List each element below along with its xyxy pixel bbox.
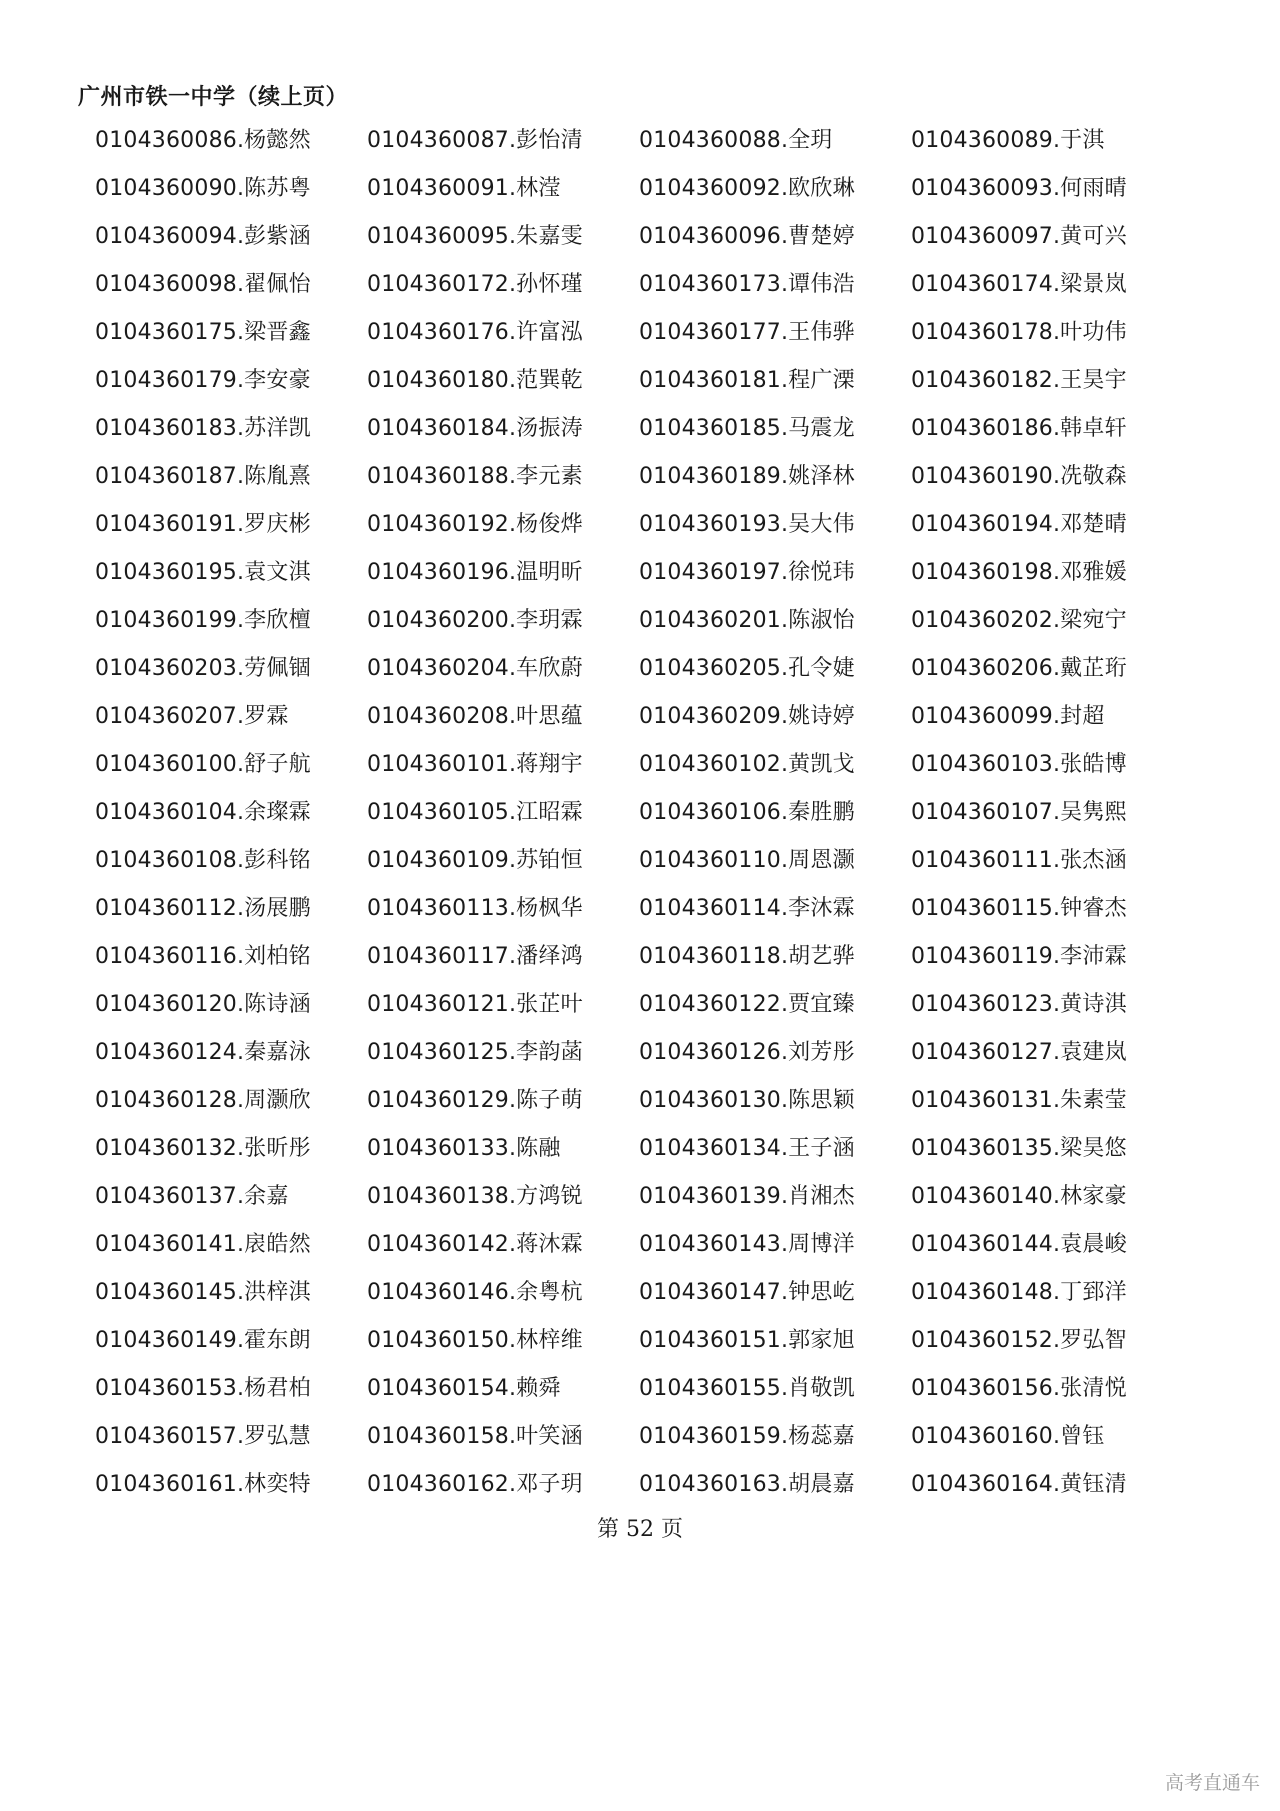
student-entry: 0104360143.周博洋 [639,1232,855,1257]
student-entry: 0104360124.秦嘉泳 [95,1040,311,1065]
student-entry: 0104360193.吴大伟 [639,512,855,537]
student-entry: 0104360150.林梓维 [367,1328,583,1353]
student-entry: 0104360205.孔令婕 [639,656,855,681]
student-entry: 0104360157.罗弘慧 [95,1424,311,1449]
student-entry: 0104360096.曹楚婷 [639,224,855,249]
student-entry: 0104360179.李安豪 [95,368,311,393]
student-entry: 0104360148.丁郅洋 [911,1280,1127,1305]
student-entry: 0104360184.汤振涛 [367,416,583,441]
student-entry: 0104360128.周灏欣 [95,1088,311,1113]
page-number: 第 52 页 [597,1517,683,1542]
student-entry: 0104360119.李沛霖 [911,944,1127,969]
student-entry: 0104360159.杨蕊嘉 [639,1424,855,1449]
student-entry: 0104360117.潘绎鸿 [367,944,583,969]
student-entry: 0104360198.邓雅媛 [911,560,1127,585]
student-entry: 0104360100.舒子航 [95,752,311,777]
student-entry: 0104360090.陈苏粤 [95,176,311,201]
student-entry: 0104360131.朱素莹 [911,1088,1127,1113]
student-entry: 0104360114.李沐霖 [639,896,855,921]
section-heading: 广州市铁一中学（续上页） [78,85,349,110]
student-entry: 0104360175.梁晋鑫 [95,320,311,345]
student-entry: 0104360154.赖舜 [367,1376,561,1401]
student-entry: 0104360103.张皓博 [911,752,1127,777]
student-entry: 0104360153.杨君柏 [95,1376,311,1401]
student-entry: 0104360204.车欣蔚 [367,656,583,681]
student-entry: 0104360088.全玥 [639,128,833,153]
student-entry: 0104360183.苏洋凯 [95,416,311,441]
student-entry: 0104360208.叶思蕴 [367,704,583,729]
student-entry: 0104360191.罗庆彬 [95,512,311,537]
student-entry: 0104360122.贾宜臻 [639,992,855,1017]
student-entry: 0104360115.钟睿杰 [911,896,1127,921]
student-entry: 0104360086.杨懿然 [95,128,311,153]
student-entry: 0104360176.许富泓 [367,320,583,345]
student-entry: 0104360160.曾钰 [911,1424,1105,1449]
student-entry: 0104360199.李欣檀 [95,608,311,633]
student-entry: 0104360118.胡艺骅 [639,944,855,969]
student-entry: 0104360112.汤展鹏 [95,896,311,921]
student-entry: 0104360201.陈淑怡 [639,608,855,633]
student-entry: 0104360161.林奕特 [95,1472,311,1497]
student-entry: 0104360207.罗霖 [95,704,289,729]
student-list [95,126,1195,1518]
student-entry: 0104360197.徐悦玮 [639,560,855,585]
student-entry: 0104360147.钟思屹 [639,1280,855,1305]
student-entry: 0104360158.叶笑涵 [367,1424,583,1449]
student-entry: 0104360102.黄凯戈 [639,752,855,777]
student-entry: 0104360104.余璨霖 [95,800,311,825]
student-entry: 0104360098.翟佩怡 [95,272,311,297]
student-entry: 0104360138.方鸿锐 [367,1184,583,1209]
student-entry: 0104360180.范巽乾 [367,368,583,393]
student-entry: 0104360137.余嘉 [95,1184,289,1209]
student-entry: 0104360120.陈诗涵 [95,992,311,1017]
student-entry: 0104360152.罗弘智 [911,1328,1127,1353]
student-entry: 0104360182.王昊宇 [911,368,1127,393]
student-entry: 0104360139.肖湘杰 [639,1184,855,1209]
student-entry: 0104360140.林家豪 [911,1184,1127,1209]
student-entry: 0104360123.黄诗淇 [911,992,1127,1017]
student-entry: 0104360189.姚泽林 [639,464,855,489]
student-entry: 0104360116.刘柏铭 [95,944,311,969]
student-entry: 0104360132.张昕彤 [95,1136,311,1161]
student-entry: 0104360155.肖敬凯 [639,1376,855,1401]
student-entry: 0104360092.欧欣琳 [639,176,855,201]
student-entry: 0104360173.谭伟浩 [639,272,855,297]
student-entry: 0104360190.冼敬森 [911,464,1127,489]
student-entry: 0104360146.余粤杭 [367,1280,583,1305]
student-entry: 0104360196.温明昕 [367,560,583,585]
student-entry: 0104360142.蒋沐霖 [367,1232,583,1257]
student-entry: 0104360192.杨俊烨 [367,512,583,537]
student-entry: 0104360209.姚诗婷 [639,704,855,729]
student-entry: 0104360172.孙怀瑾 [367,272,583,297]
student-entry: 0104360202.梁宛宁 [911,608,1127,633]
student-entry: 0104360203.劳佩锢 [95,656,311,681]
student-entry: 0104360206.戴芷珩 [911,656,1127,681]
student-entry: 0104360095.朱嘉雯 [367,224,583,249]
student-entry: 0104360097.黄可兴 [911,224,1127,249]
student-entry: 0104360164.黄钰清 [911,1472,1127,1497]
student-entry: 0104360106.秦胜鹏 [639,800,855,825]
student-entry: 0104360111.张杰涵 [911,848,1127,873]
student-entry: 0104360174.梁景岚 [911,272,1127,297]
student-entry: 0104360133.陈融 [367,1136,561,1161]
student-entry: 0104360177.王伟骅 [639,320,855,345]
student-entry: 0104360087.彭怡清 [367,128,583,153]
student-entry: 0104360108.彭科铭 [95,848,311,873]
watermark-text: 高考直通车 [1164,1772,1260,1794]
student-entry: 0104360181.程广溧 [639,368,855,393]
student-entry: 0104360094.彭紫涵 [95,224,311,249]
student-entry: 0104360163.胡晨嘉 [639,1472,855,1497]
student-entry: 0104360130.陈思颖 [639,1088,855,1113]
student-entry: 0104360200.李玥霖 [367,608,583,633]
student-entry: 0104360178.叶功伟 [911,320,1127,345]
student-entry: 0104360185.马震龙 [639,416,855,441]
student-entry: 0104360156.张清悦 [911,1376,1127,1401]
student-entry: 0104360144.袁晨峻 [911,1232,1127,1257]
student-entry: 0104360151.郭家旭 [639,1328,855,1353]
student-entry: 0104360194.邓楚晴 [911,512,1127,537]
student-entry: 0104360091.林滢 [367,176,561,201]
student-entry: 0104360127.袁建岚 [911,1040,1127,1065]
student-entry: 0104360110.周恩灏 [639,848,855,873]
student-entry: 0104360149.霍东朗 [95,1328,311,1353]
student-entry: 0104360129.陈子萌 [367,1088,583,1113]
student-entry: 0104360093.何雨晴 [911,176,1127,201]
student-entry: 0104360113.杨枫华 [367,896,583,921]
student-entry: 0104360107.吴隽熙 [911,800,1127,825]
student-entry: 0104360187.陈胤熹 [95,464,311,489]
student-entry: 0104360099.封超 [911,704,1105,729]
student-entry: 0104360105.江昭霖 [367,800,583,825]
student-entry: 0104360089.于淇 [911,128,1105,153]
student-entry: 0104360121.张芷叶 [367,992,583,1017]
student-entry: 0104360145.洪梓淇 [95,1280,311,1305]
student-entry: 0104360195.袁文淇 [95,560,311,585]
student-entry: 0104360126.刘芳彤 [639,1040,855,1065]
student-entry: 0104360186.韩卓轩 [911,416,1127,441]
student-entry: 0104360109.苏铂恒 [367,848,583,873]
student-entry: 0104360135.梁昊悠 [911,1136,1127,1161]
student-entry: 0104360134.王子涵 [639,1136,855,1161]
student-entry: 0104360188.李元素 [367,464,583,489]
student-entry: 0104360101.蒋翔宇 [367,752,583,777]
student-entry: 0104360141.扆皓然 [95,1232,311,1257]
student-entry: 0104360162.邓子玥 [367,1472,583,1497]
student-entry: 0104360125.李韵菡 [367,1040,583,1065]
